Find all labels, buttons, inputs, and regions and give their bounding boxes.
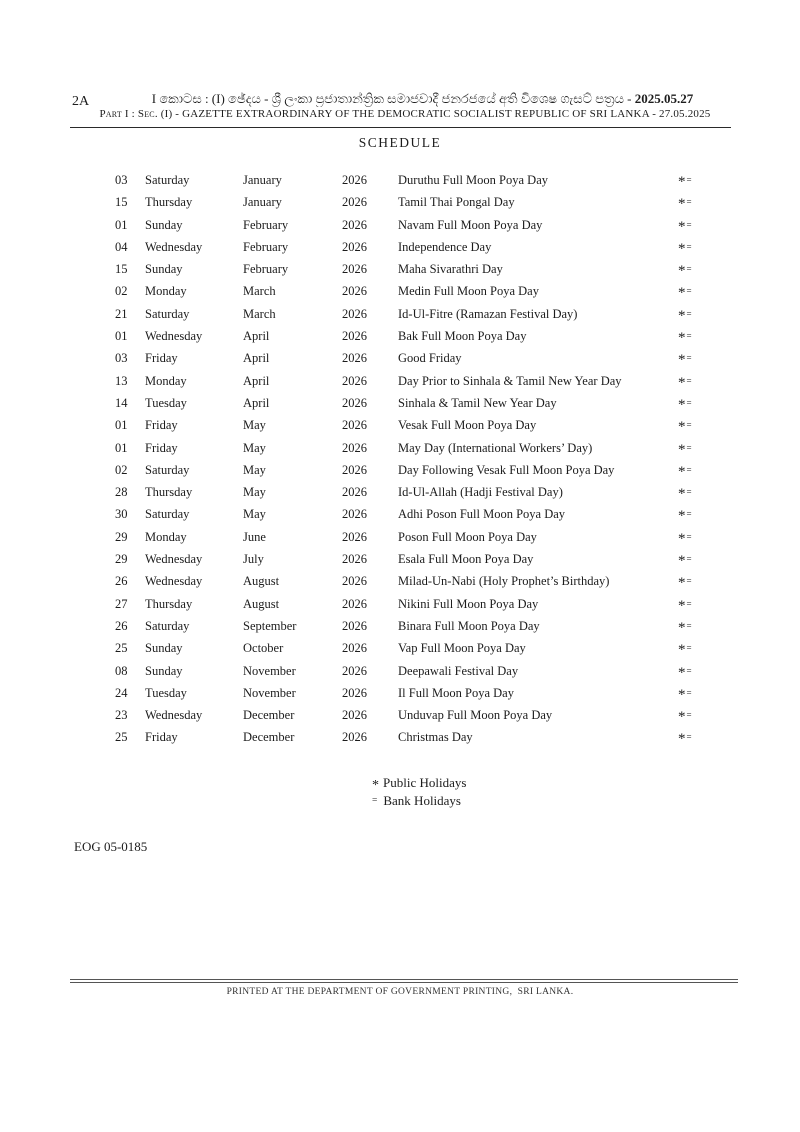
holiday-month: January — [243, 195, 282, 210]
holiday-name: Medin Full Moon Poya Day — [398, 284, 539, 299]
holiday-date: 24 — [115, 685, 128, 700]
bank-holiday-symbol: = — [686, 531, 692, 542]
holiday-row — [115, 459, 715, 481]
holiday-month: February — [243, 239, 289, 254]
holiday-year: 2026 — [342, 351, 367, 366]
holiday-weekday: Friday — [145, 440, 178, 455]
holiday-row — [115, 258, 715, 280]
holiday-row — [115, 414, 715, 436]
holiday-row — [115, 437, 715, 459]
holiday-name: Id-Ul-Fitre (Ramazan Festival Day) — [398, 306, 578, 321]
holiday-markers — [678, 660, 715, 683]
holiday-markers — [678, 414, 715, 437]
holiday-weekday: Monday — [145, 529, 187, 544]
holiday-row — [115, 481, 715, 503]
holiday-month: July — [243, 552, 264, 567]
public-holiday-symbol: * — [678, 642, 686, 659]
public-holiday-symbol: * — [678, 575, 686, 592]
bank-holiday-symbol: = — [686, 464, 692, 475]
holiday-row — [115, 503, 715, 525]
holiday-month: March — [243, 284, 276, 299]
public-holiday-symbol: * — [678, 196, 686, 213]
holiday-year: 2026 — [342, 663, 367, 678]
holiday-row — [115, 214, 715, 236]
bank-holiday-symbol: = — [686, 308, 692, 319]
public-holiday-symbol: * — [678, 396, 686, 413]
holiday-year: 2026 — [342, 685, 367, 700]
public-holiday-symbol: * — [678, 553, 686, 570]
bank-holiday-symbol: = — [686, 197, 692, 208]
holiday-markers — [678, 615, 715, 638]
holiday-date: 15 — [115, 262, 128, 277]
holiday-month: April — [243, 373, 270, 388]
holiday-year: 2026 — [342, 552, 367, 567]
public-holiday-symbol: * — [678, 709, 686, 726]
header-sinhala-text: I කොටස : (I) ඡේදය - ශ්‍රී ලංකා ප්‍රජාතාන්ත්‍රික සමාජවාදී ජනරජයේ අති විශෙෂ ගැසට් පත්‍රය - — [151, 91, 635, 106]
holiday-row — [115, 637, 715, 659]
holiday-year: 2026 — [342, 485, 367, 500]
holiday-year: 2026 — [342, 440, 367, 455]
holiday-name: Vesak Full Moon Poya Day — [398, 418, 537, 433]
holiday-weekday: Sunday — [145, 217, 183, 232]
holiday-name: May Day (International Workers’ Day) — [398, 440, 593, 455]
holiday-name: Day Prior to Sinhala & Tamil New Year Day — [398, 373, 622, 388]
holiday-name: Unduvap Full Moon Poya Day — [398, 708, 553, 723]
holiday-year: 2026 — [342, 641, 367, 656]
bank-holiday-symbol: = — [686, 442, 692, 453]
holiday-weekday: Wednesday — [145, 708, 203, 723]
public-holiday-symbol: * — [678, 686, 686, 703]
public-holiday-symbol: * — [678, 263, 686, 280]
holiday-markers — [678, 280, 715, 303]
holiday-row — [115, 347, 715, 369]
bank-holiday-symbol: = — [686, 487, 692, 498]
holiday-markers — [678, 236, 715, 259]
holiday-date: 04 — [115, 239, 128, 254]
holiday-weekday: Thursday — [145, 596, 193, 611]
holiday-markers — [678, 481, 715, 504]
holiday-month: April — [243, 395, 270, 410]
holiday-markers — [678, 191, 715, 214]
footer-rule — [70, 979, 738, 983]
holiday-date: 01 — [115, 217, 128, 232]
holiday-row — [115, 325, 715, 347]
holiday-name: Duruthu Full Moon Poya Day — [398, 173, 548, 187]
holiday-month: November — [243, 663, 296, 678]
holiday-date: 15 — [115, 195, 128, 210]
holiday-weekday: Saturday — [145, 462, 190, 477]
holiday-weekday: Sunday — [145, 641, 183, 656]
holiday-name: Binara Full Moon Poya Day — [398, 618, 540, 633]
public-holiday-symbol: * — [678, 597, 686, 614]
bank-holiday-symbol: = — [686, 331, 692, 342]
holiday-weekday: Friday — [145, 730, 178, 745]
holiday-row — [115, 726, 715, 748]
legend-public-holidays — [372, 774, 466, 792]
holiday-year: 2026 — [342, 173, 367, 187]
bank-holiday-symbol: = — [686, 375, 692, 386]
public-holiday-symbol: * — [678, 352, 686, 369]
holiday-date: 25 — [115, 641, 128, 656]
holiday-weekday: Wednesday — [145, 574, 203, 589]
holiday-row — [115, 704, 715, 726]
holiday-name: Nikini Full Moon Poya Day — [398, 596, 539, 611]
bank-holiday-symbol: = — [686, 286, 692, 297]
bank-holiday-symbol: = — [686, 241, 692, 252]
holiday-name: Independence Day — [398, 239, 492, 254]
holiday-weekday: Sunday — [145, 262, 183, 277]
holiday-date: 21 — [115, 306, 128, 321]
eog-number: EOG 05-0185 — [74, 839, 148, 854]
holiday-year: 2026 — [342, 730, 367, 745]
holiday-weekday: Thursday — [145, 485, 193, 500]
holiday-weekday: Saturday — [145, 173, 190, 187]
holiday-markers — [678, 303, 715, 326]
holiday-month: March — [243, 306, 276, 321]
holiday-weekday: Friday — [145, 418, 178, 433]
holiday-month: May — [243, 485, 266, 500]
holiday-month: May — [243, 507, 266, 522]
public-holiday-symbol: * — [678, 330, 686, 347]
legend-bank-holidays — [372, 792, 466, 810]
holiday-name: Maha Sivarathri Day — [398, 262, 503, 277]
bank-holiday-symbol: = — [686, 687, 692, 698]
legend — [372, 774, 466, 809]
holiday-weekday: Monday — [145, 373, 187, 388]
holiday-row — [115, 682, 715, 704]
holiday-weekday: Thursday — [145, 195, 193, 210]
holiday-year: 2026 — [342, 507, 367, 522]
holiday-name: Id-Ul-Allah (Hadji Festival Day) — [398, 485, 563, 500]
public-holiday-symbol: * — [372, 778, 379, 793]
holiday-markers — [678, 437, 715, 460]
holiday-weekday: Friday — [145, 351, 178, 366]
holiday-year: 2026 — [342, 618, 367, 633]
holiday-year: 2026 — [342, 462, 367, 477]
holiday-date: 26 — [115, 574, 128, 589]
holiday-date: 13 — [115, 373, 128, 388]
holiday-date: 28 — [115, 485, 128, 500]
holiday-weekday: Saturday — [145, 618, 190, 633]
holiday-table — [115, 169, 715, 749]
holiday-name: Poson Full Moon Poya Day — [398, 529, 537, 544]
holiday-markers — [678, 347, 715, 370]
holiday-row — [115, 370, 715, 392]
holiday-markers — [678, 214, 715, 237]
holiday-year: 2026 — [342, 217, 367, 232]
holiday-year: 2026 — [342, 529, 367, 544]
holiday-name: Milad-Un-Nabi (Holy Prophet’s Birthday) — [398, 574, 610, 589]
public-holiday-symbol: * — [678, 441, 686, 458]
holiday-weekday: Wednesday — [145, 329, 203, 344]
bank-holiday-symbol: = — [686, 732, 692, 743]
holiday-date: 23 — [115, 708, 128, 723]
page-number: 2A — [72, 94, 90, 109]
holiday-row — [115, 593, 715, 615]
public-holiday-symbol: * — [678, 285, 686, 302]
holiday-month: December — [243, 730, 295, 745]
holiday-name: Esala Full Moon Poya Day — [398, 552, 534, 567]
header-rule — [70, 127, 731, 128]
holiday-date: 27 — [115, 596, 128, 611]
holiday-markers — [678, 370, 715, 393]
holiday-year: 2026 — [342, 329, 367, 344]
public-holiday-symbol: * — [678, 240, 686, 257]
holiday-markers — [678, 570, 715, 593]
holiday-weekday: Saturday — [145, 306, 190, 321]
holiday-name: Sinhala & Tamil New Year Day — [398, 395, 557, 410]
holiday-date: 26 — [115, 618, 128, 633]
public-holiday-symbol: * — [678, 218, 686, 235]
holiday-month: August — [243, 596, 280, 611]
holiday-weekday: Saturday — [145, 507, 190, 522]
legend-bank-label: Bank Holidays — [383, 792, 461, 808]
holiday-year: 2026 — [342, 195, 367, 210]
holiday-row — [115, 169, 715, 191]
holiday-month: December — [243, 708, 295, 723]
legend-public-label: Public Holidays — [383, 775, 467, 790]
holiday-month: April — [243, 351, 270, 366]
holiday-name: Christmas Day — [398, 730, 473, 745]
holiday-date: 29 — [115, 529, 128, 544]
holiday-month: April — [243, 329, 270, 344]
bank-holiday-symbol: = — [686, 620, 692, 631]
holiday-weekday: Monday — [145, 284, 187, 299]
holiday-year: 2026 — [342, 306, 367, 321]
holiday-markers — [678, 258, 715, 281]
bank-holiday-symbol: = — [686, 576, 692, 587]
holiday-weekday: Tuesday — [145, 395, 187, 410]
public-holiday-symbol: * — [678, 307, 686, 324]
public-holiday-symbol: * — [678, 731, 686, 748]
holiday-date: 08 — [115, 663, 128, 678]
public-holiday-symbol: * — [678, 664, 686, 681]
holiday-date: 29 — [115, 552, 128, 567]
public-holiday-symbol: * — [678, 619, 686, 636]
holiday-year: 2026 — [342, 284, 367, 299]
holiday-row — [115, 615, 715, 637]
holiday-row — [115, 303, 715, 325]
holiday-month: May — [243, 462, 266, 477]
holiday-name: Il Full Moon Poya Day — [398, 685, 514, 700]
holiday-weekday: Tuesday — [145, 685, 187, 700]
holiday-month: February — [243, 262, 289, 277]
holiday-year: 2026 — [342, 262, 367, 277]
holiday-name: Vap Full Moon Poya Day — [398, 641, 526, 656]
public-holiday-symbol: * — [678, 419, 686, 436]
holiday-date: 01 — [115, 418, 128, 433]
holiday-markers — [678, 503, 715, 526]
holiday-month: January — [243, 173, 282, 187]
bank-holiday-symbol: = — [686, 219, 692, 230]
header-title-sinhala — [105, 91, 740, 107]
holiday-markers — [678, 459, 715, 482]
header-sinhala-date: 2025.05.27 — [634, 91, 694, 106]
public-holiday-symbol: * — [678, 463, 686, 480]
holiday-year: 2026 — [342, 239, 367, 254]
holiday-month: October — [243, 641, 284, 656]
holiday-row — [115, 191, 715, 213]
holiday-weekday: Wednesday — [145, 239, 203, 254]
holiday-name: Day Following Vesak Full Moon Poya Day — [398, 462, 615, 477]
bank-holiday-symbol: = — [686, 397, 692, 408]
bank-holiday-symbol: = — [686, 353, 692, 364]
bank-holiday-symbol: = — [686, 420, 692, 431]
holiday-markers — [678, 593, 715, 616]
holiday-markers — [678, 526, 715, 549]
holiday-date: 25 — [115, 730, 128, 745]
public-holiday-symbol: * — [678, 508, 686, 525]
holiday-month: February — [243, 217, 289, 232]
holiday-year: 2026 — [342, 395, 367, 410]
bank-holiday-symbol: = — [372, 795, 378, 806]
holiday-date: 03 — [115, 173, 128, 187]
holiday-month: August — [243, 574, 280, 589]
holiday-name: Tamil Thai Pongal Day — [398, 195, 515, 210]
holiday-month: May — [243, 440, 266, 455]
holiday-year: 2026 — [342, 373, 367, 388]
holiday-row — [115, 236, 715, 258]
bank-holiday-symbol: = — [686, 598, 692, 609]
holiday-row — [115, 280, 715, 302]
holiday-year: 2026 — [342, 418, 367, 433]
holiday-name: Bak Full Moon Poya Day — [398, 329, 527, 344]
public-holiday-symbol: * — [678, 530, 686, 547]
holiday-row — [115, 526, 715, 548]
holiday-month: September — [243, 618, 297, 633]
holiday-markers — [678, 169, 715, 192]
holiday-date: 03 — [115, 351, 128, 366]
holiday-date: 30 — [115, 507, 128, 522]
holiday-markers — [678, 325, 715, 348]
holiday-date: 01 — [115, 440, 128, 455]
holiday-weekday: Sunday — [145, 663, 183, 678]
holiday-year: 2026 — [342, 708, 367, 723]
holiday-row — [115, 548, 715, 570]
holiday-markers — [678, 682, 715, 705]
public-holiday-symbol: * — [678, 374, 686, 391]
schedule-title: SCHEDULE — [358, 135, 442, 150]
holiday-markers — [678, 392, 715, 415]
bank-holiday-symbol: = — [686, 710, 692, 721]
holiday-row — [115, 660, 715, 682]
holiday-name: Deepawali Festival Day — [398, 663, 519, 678]
holiday-date: 02 — [115, 284, 128, 299]
holiday-date: 01 — [115, 329, 128, 344]
bank-holiday-symbol: = — [686, 264, 692, 275]
holiday-markers — [678, 637, 715, 660]
holiday-name: Good Friday — [398, 351, 462, 366]
holiday-date: 02 — [115, 462, 128, 477]
holiday-row — [115, 392, 715, 414]
holiday-year: 2026 — [342, 574, 367, 589]
holiday-weekday: Wednesday — [145, 552, 203, 567]
holiday-markers — [678, 704, 715, 727]
bank-holiday-symbol: = — [686, 554, 692, 565]
holiday-markers — [678, 726, 715, 749]
holiday-name: Navam Full Moon Poya Day — [398, 217, 543, 232]
public-holiday-symbol: * — [678, 486, 686, 503]
bank-holiday-symbol: = — [686, 175, 692, 185]
holiday-month: May — [243, 418, 266, 433]
holiday-month: June — [243, 529, 266, 544]
holiday-markers — [678, 548, 715, 571]
header-title-english: Part I : Sec. (I) - GAZETTE EXTRAORDINARY OF THE DEMOCRATIC SOCIALIST REPUBLIC OF SRI LANKA - 27.05.2025 — [99, 108, 711, 120]
bank-holiday-symbol: = — [686, 665, 692, 676]
holiday-date: 14 — [115, 395, 128, 410]
bank-holiday-symbol: = — [686, 509, 692, 520]
footer-text: PRINTED AT THE DEPARTMENT OF GOVERNMENT PRINTING, SRI LANKA. — [226, 987, 574, 997]
holiday-year: 2026 — [342, 596, 367, 611]
holiday-month: November — [243, 685, 296, 700]
public-holiday-symbol: * — [678, 174, 686, 190]
holiday-row — [115, 570, 715, 592]
holiday-name: Adhi Poson Full Moon Poya Day — [398, 507, 566, 522]
bank-holiday-symbol: = — [686, 643, 692, 654]
